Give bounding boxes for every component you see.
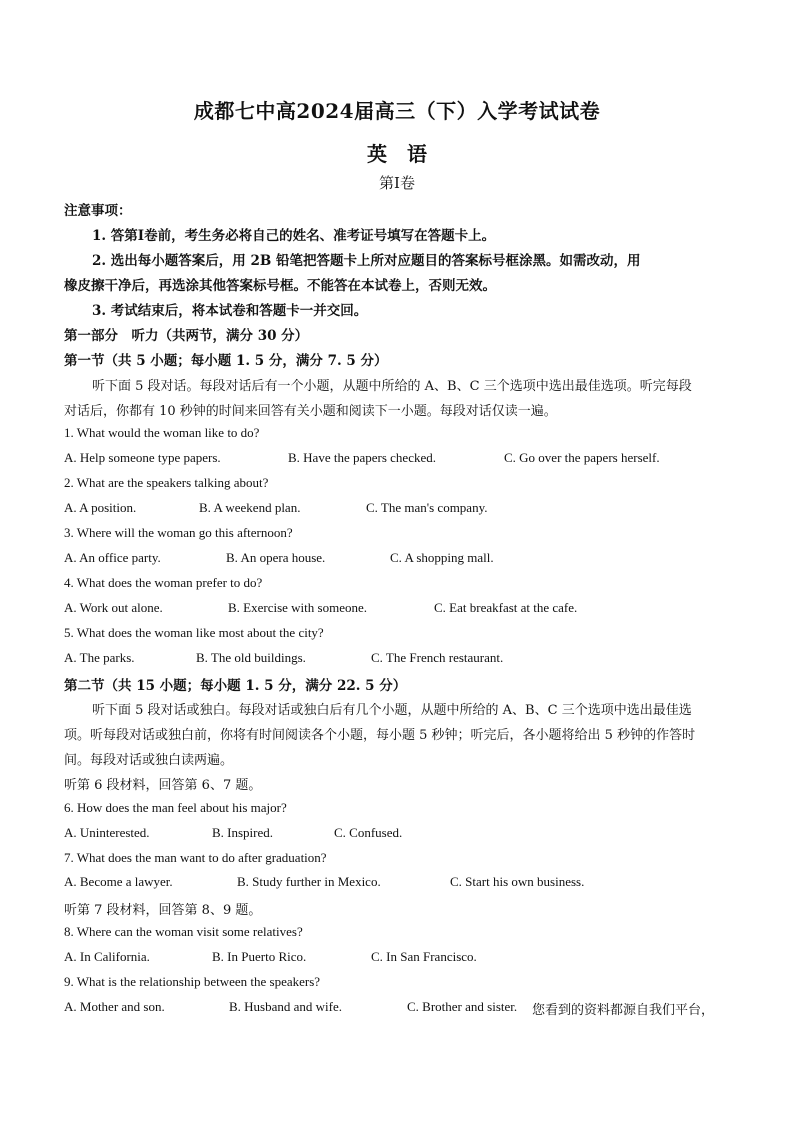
option-b: B. The old buildings. bbox=[196, 650, 306, 665]
option-b: B. Inspired. bbox=[212, 825, 274, 840]
option-c: C. In San Francisco. bbox=[371, 949, 477, 964]
option-c: C. Brother and sister. bbox=[407, 999, 518, 1014]
option-a: A. A position. bbox=[64, 500, 137, 515]
exam-volume: 第Ⅰ卷 bbox=[379, 174, 415, 192]
section2-instruction-line-1: 听下面 5 段对话或独白。每段对话或独白后有几个小题，从题中所给的 A、B、C 三个选项中选出最佳选 bbox=[92, 703, 692, 718]
question-2: 2. What are the speakers talking about? bbox=[64, 475, 269, 490]
question-1: 1. What would the woman like to do? bbox=[64, 425, 260, 440]
option-b: B. Have the papers checked. bbox=[288, 450, 436, 465]
section1-instruction-line-1: 听下面 5 段对话。每段对话后有一个小题，从题中所给的 A、B、C 三个选项中选出最佳选项。听完每段 bbox=[92, 379, 692, 394]
option-a: A. In California. bbox=[64, 949, 150, 964]
option-c: C. The French restaurant. bbox=[371, 650, 504, 665]
question-8: 8. Where can the woman visit some relatives? bbox=[64, 924, 303, 939]
option-b: B. A weekend plan. bbox=[199, 500, 301, 515]
option-b: B. Husband and wife. bbox=[229, 999, 343, 1014]
option-a: A. Mother and son. bbox=[64, 999, 165, 1014]
option-a: A. Become a lawyer. bbox=[64, 874, 173, 889]
section2-heading: 第二节（共 15 小题；每小题 1. 5 分，满分 22. 5 分） bbox=[64, 678, 407, 694]
option-a: A. Uninterested. bbox=[64, 825, 150, 840]
notes-item-2-line-2: 橡皮擦干净后，再选涂其他答案标号框。不能答在本试卷上，否则无效。 bbox=[64, 278, 496, 294]
material-6-prompt: 听第 6 段材料，回答第 6、7 题。 bbox=[64, 778, 262, 793]
option-c: C. Confused. bbox=[334, 825, 403, 840]
question-5: 5. What does the woman like most about the city? bbox=[64, 625, 324, 640]
material-7-prompt: 听第 7 段材料，回答第 8、9 题。 bbox=[64, 903, 262, 918]
option-a: A. Help someone type papers. bbox=[64, 450, 221, 465]
question-4: 4. What does the woman prefer to do? bbox=[64, 575, 263, 590]
exam-subject: 英 语 bbox=[367, 142, 427, 166]
footer-note: 您看到的资料都源自我们平台， bbox=[532, 1003, 715, 1018]
section1-heading: 第一节（共 5 小题；每小题 1. 5 分，满分 7. 5 分） bbox=[64, 353, 388, 369]
option-a: A. Work out alone. bbox=[64, 600, 163, 615]
notes-item-3: 3. 考试结束后，将本试卷和答题卡一并交回。 bbox=[92, 303, 368, 319]
section2-instruction-line-2: 项。听每段对话或独白前，你将有时间阅读各个小题，每小题 5 秒钟；听完后，各小题将给出 5 秒钟的作答时 bbox=[64, 728, 696, 743]
option-b: B. Study further in Mexico. bbox=[237, 874, 381, 889]
question-3: 3. Where will the woman go this afternoon? bbox=[64, 525, 293, 540]
option-a: A. An office party. bbox=[64, 550, 161, 565]
part1-heading: 第一部分 听力（共两节，满分 30 分） bbox=[64, 328, 309, 344]
option-c: C. The man's company. bbox=[366, 500, 488, 515]
option-a: A. The parks. bbox=[64, 650, 135, 665]
notes-item-2-line-1: 2. 选出每小题答案后，用 2B 铅笔把答题卡上所对应题目的答案标号框涂黑。如需改动，用 bbox=[92, 253, 641, 269]
option-b: B. Exercise with someone. bbox=[228, 600, 367, 615]
section1-instruction-line-2: 对话后，你都有 10 秒钟的时间来回答有关小题和阅读下一小题。每段对话仅读一遍。 bbox=[64, 404, 557, 419]
option-c: C. Go over the papers herself. bbox=[504, 450, 660, 465]
question-6: 6. How does the man feel about his major? bbox=[64, 800, 287, 815]
notes-heading: 注意事项： bbox=[64, 203, 132, 219]
question-7: 7. What does the man want to do after graduation? bbox=[64, 850, 327, 865]
notes-item-1: 1. 答第Ⅰ卷前，考生务必将自己的姓名、准考证号填写在答题卡上。 bbox=[92, 228, 496, 244]
option-b: B. An opera house. bbox=[226, 550, 326, 565]
option-b: B. In Puerto Rico. bbox=[212, 949, 307, 964]
option-c: C. A shopping mall. bbox=[390, 550, 494, 565]
option-c: C. Eat breakfast at the cafe. bbox=[434, 600, 578, 615]
option-c: C. Start his own business. bbox=[450, 874, 585, 889]
question-9: 9. What is the relationship between the speakers? bbox=[64, 974, 321, 989]
section2-instruction-line-3: 间。每段对话或独白读两遍。 bbox=[64, 753, 234, 768]
exam-title: 成都七中高2024届高三（下）入学考试试卷 bbox=[193, 99, 601, 123]
